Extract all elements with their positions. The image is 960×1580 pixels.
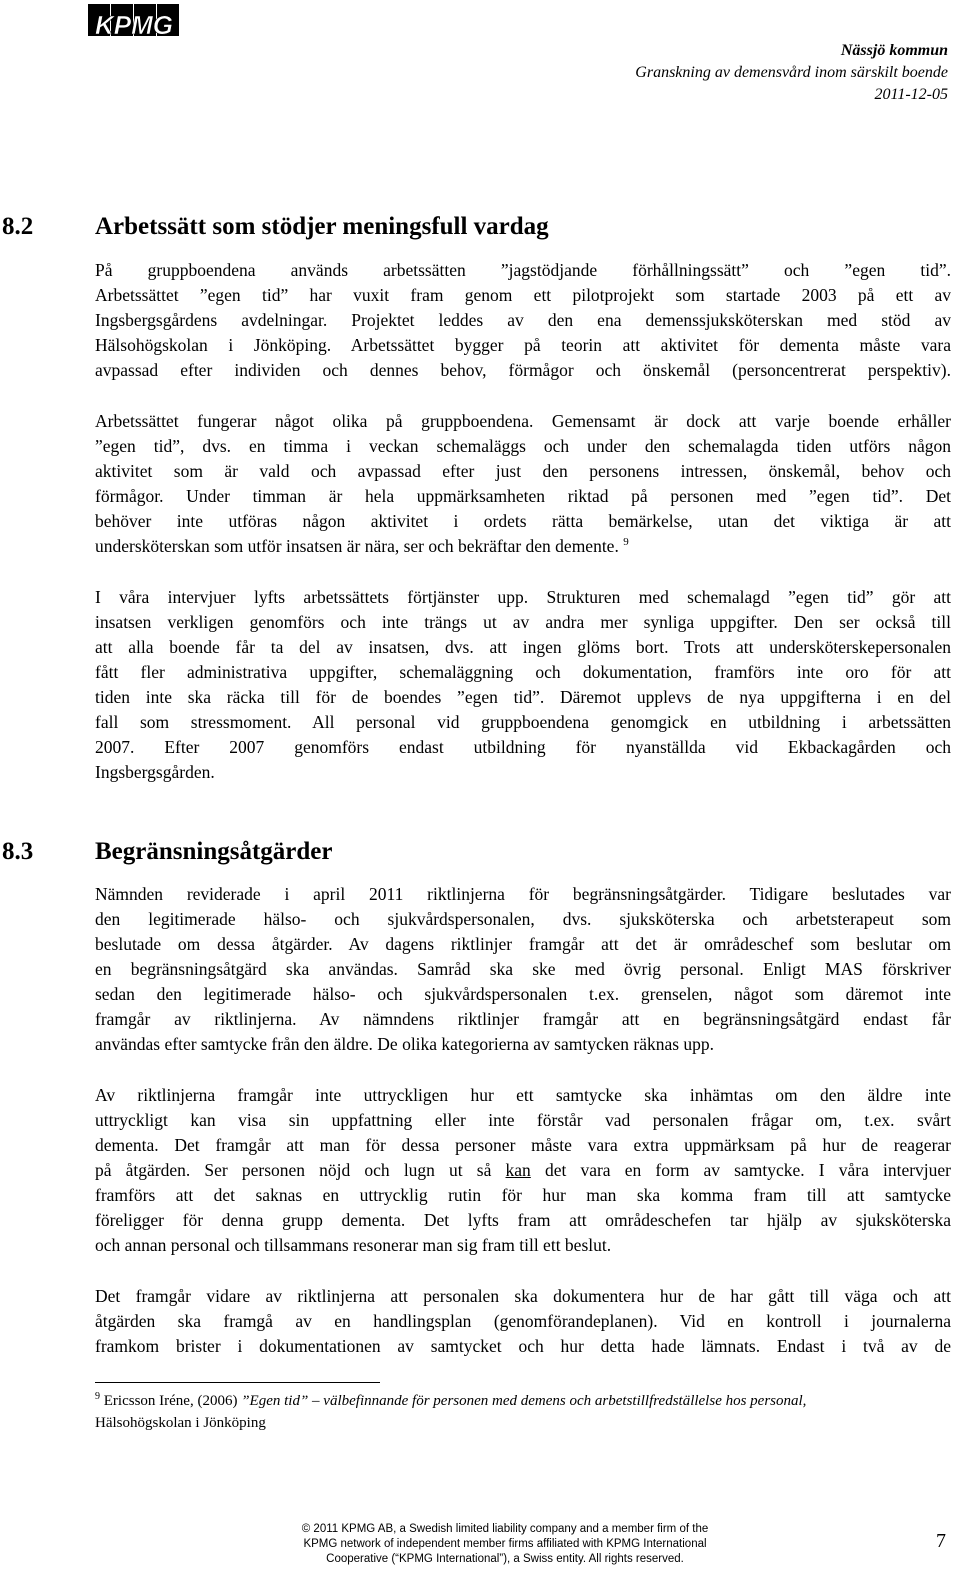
text-line: åtgärden ska framgå av en handlingsplan (genomförandeplanen). Vid en kontroll i journalerna — [95, 1311, 951, 1331]
footnote-author: Ericsson Iréne, (2006) — [103, 1393, 238, 1409]
text-line: fått fler administrativa uppgifter, schemaläggning och dokumentation, framförs inte oro för att — [95, 662, 951, 682]
kpmg-logo — [88, 4, 180, 36]
text-line: användas efter samtycke från den äldre. De olika kategorierna av samtycken räknas upp. — [95, 1034, 715, 1054]
footnote — [95, 1390, 955, 1434]
text-line: På gruppboendena används arbetssätten ”jagstödjande förhållningssätt” och ”egen tid”. — [95, 260, 951, 280]
text-line: Hälsohögskolan i Jönköping. Arbetssättet bygger på teorin att aktivitet för dementa måste vara — [95, 335, 951, 355]
text-line: aktivitet som är vald och avpassad efter just den personens intressen, önskemål, behov och — [95, 461, 951, 481]
text-line: framkom brister i dokumentationen av samtycket och hur detta hade lämnats. Endast i två av de — [95, 1336, 951, 1356]
section-number: 8.3 — [2, 838, 34, 865]
text-line-with-underline — [95, 1158, 951, 1183]
text-fragment: på åtgärden. Ser personen nöjd och lugn ut så — [95, 1160, 492, 1180]
text-line: tiden inte ska räcka till för de boendes ”egen tid”. Däremot upplevs de nya uppgifterna i en del — [95, 687, 951, 707]
paragraph — [95, 882, 951, 1057]
copyright-line: © 2011 KPMG AB, a Swedish limited liability company and a member firm of the — [301, 1523, 709, 1535]
text-line: Det framgår vidare av riktlinjerna att personalen ska dokumentera hur de har gått till väga och att — [95, 1286, 951, 1306]
text-line: Av riktlinjerna framgår inte uttryckligen hur ett samtycke ska inhämtas om den äldre inte — [95, 1085, 951, 1105]
text-line: fall som stressmoment. All personal vid gruppboendena genomgick en utbildning i arbetssätten — [95, 712, 951, 732]
municipality-name: Nässjö kommun — [840, 42, 948, 59]
report-date: 2011-12-05 — [874, 86, 948, 103]
kpmg-logo-text: KPMG — [95, 10, 173, 36]
copyright-notice — [280, 1522, 730, 1567]
copyright-line: Cooperative (“KPMG International”), a Swiss entity. All rights reserved. — [326, 1553, 684, 1565]
footnote-publisher: Hälsohögskolan i Jönköping — [95, 1415, 266, 1431]
paragraph — [95, 258, 951, 383]
section-title: Arbetssätt som stödjer meningsfull vardag — [95, 213, 549, 240]
text-line: uttryckligt kan visa sin uppfattning eller inte förstår vad personalen frågar om, t.ex. svårt — [95, 1110, 951, 1130]
text-fragment: det vara en form av samtycke. I våra intervjuer — [544, 1160, 951, 1180]
kpmg-logo-mark — [88, 4, 180, 36]
text-line: framförs att det saknas en uttrycklig rutin för hur man ska komma fram till att samtycke — [95, 1185, 951, 1205]
text-line: Ingsbergsgårdens avdelningar. Projektet leddes av den ena demenssjuksköterskan med stöd av — [95, 310, 951, 330]
text-line: insatsen verkligen genomförs och inte trängs ut av andra mer synliga uppgifter. Den ser också till — [95, 612, 951, 632]
paragraph — [95, 409, 951, 559]
footnote-number: 9 — [95, 1391, 100, 1402]
text-line: den legitimerade hälso- och sjukvårdspersonalen, dvs. sjuksköterska och arbetsterapeut som — [95, 909, 951, 929]
underlined-word: kan — [505, 1160, 531, 1180]
text-line: beslutade om dessa åtgärder. Av dagens riktlinjer framgår att det är områdeschef som beslutar om — [95, 934, 951, 954]
footnote-line — [95, 1390, 955, 1412]
text-line: undersköterskan som utför insatsen är nära, ser och bekräftar den demente. — [95, 536, 619, 556]
footnote-separator — [95, 1382, 380, 1383]
page-header — [635, 40, 948, 106]
report-title: Granskning av demensvård inom särskilt boende — [635, 64, 948, 81]
text-line: ”egen tid”, dvs. en timma i veckan schemaläggs och under den schemalagda tiden utförs någon — [95, 436, 951, 456]
section-number: 8.2 — [2, 213, 34, 240]
text-line: en begränsningsåtgärd ska användas. Samråd ska ske med övrig personal. Enligt MAS förskriver — [95, 959, 951, 979]
text-line: och annan personal och tillsammans resonerar man sig fram till ett beslut. — [95, 1235, 612, 1255]
text-line: föreligger för denna grupp dementa. Det lyfts fram att områdeschefen tar hjälp av sjuksköterska — [95, 1210, 951, 1230]
text-line: Ingsbergsgården. — [95, 762, 215, 782]
page-number: 7 — [936, 1530, 946, 1552]
footnote-reference[interactable]: 9 — [623, 536, 629, 548]
text-line-with-footnote — [95, 534, 951, 559]
text-line: Arbetssättet fungerar något olika på gruppboendena. Gemensamt är dock att varje boende erhåller — [95, 411, 951, 431]
text-line: Arbetssättet ”egen tid” har vuxit fram genom ett pilotprojekt som startade 2003 på ett av — [95, 285, 951, 305]
text-line: I våra intervjuer lyfts arbetssättets förtjänster upp. Strukturen med schemalagd ”egen tid” gör att — [95, 587, 951, 607]
text-line: dementa. Det framgår att man för dessa personer måste vara extra uppmärksam på hur de reagerar — [95, 1135, 951, 1155]
footnote-title: ”Egen tid” – välbefinnande för personen med demens och arbetstillfredställelse hos personal, — [241, 1393, 807, 1409]
text-line: att alla boende får ta del av insatsen, dvs. att ingen glöms bort. Trots att undersköterskepersonalen — [95, 637, 951, 657]
text-line: framgår av riktlinjerna. Av nämndens riktlinjer framgår att en begränsningsåtgärd endast får — [95, 1009, 951, 1029]
paragraph — [95, 585, 951, 785]
paragraph — [95, 1284, 951, 1359]
paragraph — [95, 1083, 951, 1258]
text-line: förmågor. Under timman är hela uppmärksamheten riktad på personen med ”egen tid”. Det — [95, 486, 951, 506]
text-line: behöver inte utföras någon aktivitet i ordets rätta bemärkelse, utan det viktiga är att — [95, 511, 951, 531]
section-title: Begränsningsåtgärder — [95, 838, 333, 865]
text-line: Nämnden reviderade i april 2011 riktlinjerna för begränsningsåtgärder. Tidigare beslutades var — [95, 884, 951, 904]
text-line: sedan den legitimerade hälso- och sjukvårdspersonalen t.ex. grenselen, något som däremot inte — [95, 984, 951, 1004]
text-line: avpassad efter individen och dennes behov, förmågor och önskemål (personcentrerat perspektiv). — [95, 360, 951, 380]
text-line: 2007. Efter 2007 genomförs endast utbildning för nyanställda vid Ekbackagården och — [95, 737, 951, 757]
copyright-line: KPMG network of independent member firms affiliated with KPMG International — [303, 1538, 707, 1550]
